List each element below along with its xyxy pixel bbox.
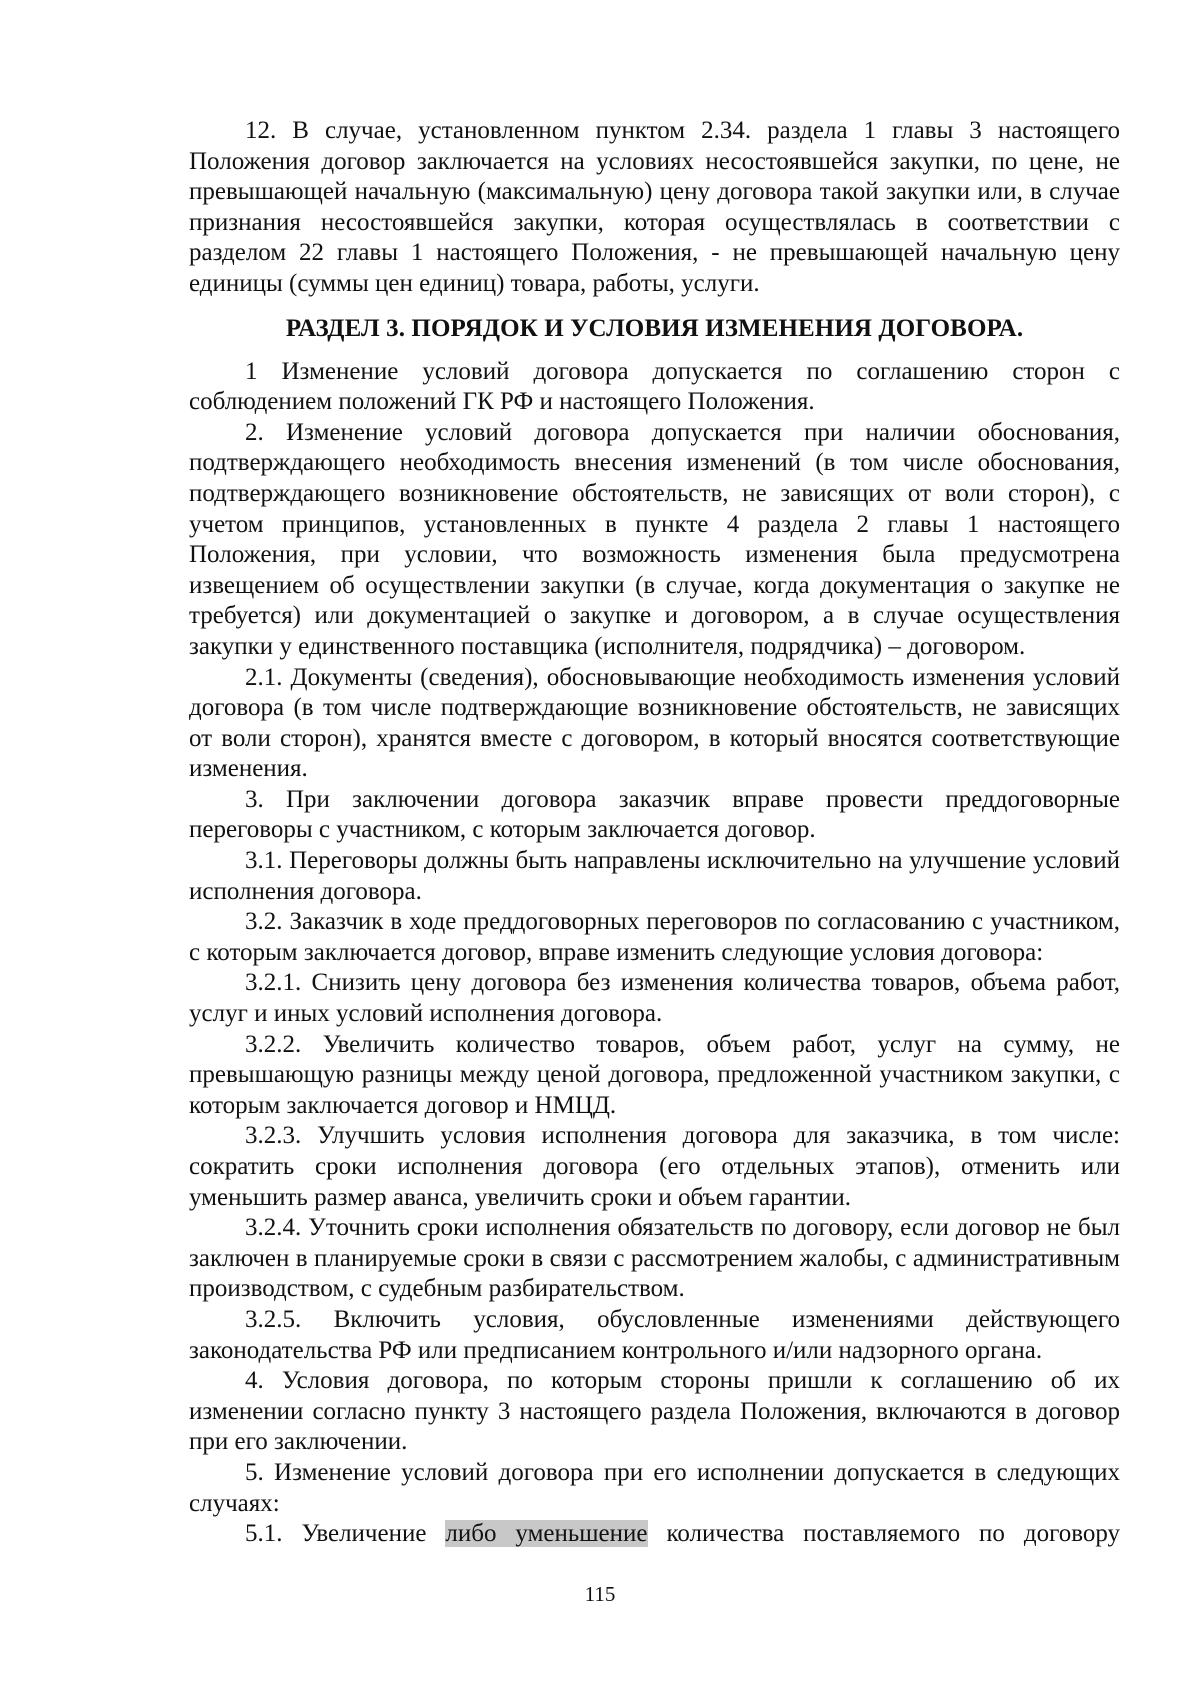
paragraph-2-1: 2.1. Документы (сведения), обосновывающие необходимость изменения условий договора (в том числе подтверждающие возникновение обстоятельств, не зависящих от воли сторон), хранятся вместе с договором, в который вносятся соответствующие изменения. — [189, 663, 1120, 783]
paragraph-4: 4. Условия договора, по которым стороны пришли к соглашению об их изменении согласно пункту 3 настоящего раздела Положения, включаются в договор при его заключении. — [189, 1367, 1120, 1456]
paragraph-1: 1 Изменение условий договора допускается по соглашению сторон с соблюдением положений ГК РФ и настоящего Положения. — [189, 357, 1120, 416]
paragraph-3-1: 3.1. Переговоры должны быть направлены исключительно на улучшение условий исполнения договора. — [189, 847, 1120, 905]
paragraph-3-2: 3.2. Заказчик в ходе преддоговорных переговоров по согласованию с участником, с которым заключается договор, вправе изменить следующие условия договора: — [189, 908, 1120, 966]
paragraph-3-2-3: 3.2.3. Улучшить условия исполнения договора для заказчика, в том числе: сократить сроки исполнения договора (его отдельных этапов), отменить или уменьшить размер аванса, увеличить сроки и объем гарантии. — [189, 1122, 1120, 1211]
paragraph-3-2-4: 3.2.4. Уточнить сроки исполнения обязательств по договору, если договор не был заключен в планируемые сроки в связи с рассмотрением жалобы, с административным производством, с судебным разбирательством. — [189, 1214, 1120, 1303]
paragraph-2: 2. Изменение условий договора допускается при наличии обоснования, подтверждающего необходимость внесения изменений (в том числе обоснования, подтверждающего возникновение обстоятельств, не зависящих от воли сторон), с учетом принципов, установленных в пункте 4 раздела 2 главы 1 настоящего Положения, при условии, что возможность изменения была предусмотрена извещением об осуществлении закупки (в случае, когда документация о закупке не требуется) или документацией о закупке и договором, а в случае осуществления закупки у единственного поставщика (исполнителя, подрядчика) – договором. — [189, 418, 1120, 660]
paragraph-3: 3. При заключении договора заказчик вправе провести преддоговорные переговоры с участником, с которым заключается договор. — [189, 785, 1120, 844]
paragraph-5-1-start: 5.1. Увеличение — [245, 1520, 446, 1548]
paragraph-3-2-5: 3.2.5. Включить условия, обусловленные изменениями действующего законодательства РФ или предписанием контрольного и/или надзорного органа. — [189, 1305, 1120, 1364]
paragraph-3-2-1: 3.2.1. Снизить цену договора без изменения количества товаров, объема работ, услуг и иных условий исполнения договора. — [189, 969, 1120, 1028]
section-heading: РАЗДЕЛ 3. ПОРЯДОК И УСЛОВИЯ ИЗМЕНЕНИЯ ДОГОВОРА. — [285, 314, 1024, 342]
page-number: 115 — [584, 1582, 616, 1606]
paragraph-3-2-2: 3.2.2. Увеличить количество товаров, объем работ, услуг на сумму, не превышающую разницы между ценой договора, предложенной участником закупки, с которым заключается договор и НМЦД. — [189, 1030, 1120, 1119]
paragraph-12: 12. В случае, установленном пунктом 2.34. раздела 1 главы 3 настоящего Положения договор заключается на условиях несостоявшейся закупки, по цене, не превышающей начальную (максимальную) цену договора такой закупки или, в случае признания несостоявшейся закупки, которая осуществлялась в соответствии с разделом 22 главы 1 настоящего Положения, - не превышающей начальную цену единицы (суммы цен единиц) товара, работы, услуги. — [189, 117, 1120, 297]
paragraph-5-1-end: количества поставляемого по договору — [647, 1520, 1120, 1548]
highlighted-text: либо уменьшение — [445, 1520, 648, 1548]
document-body — [189, 116, 1120, 1550]
paragraph-5: 5. Изменение условий договора при его исполнении допускается в следующих случаях: — [189, 1458, 1120, 1517]
paragraph-5-1 — [189, 1519, 1120, 1550]
